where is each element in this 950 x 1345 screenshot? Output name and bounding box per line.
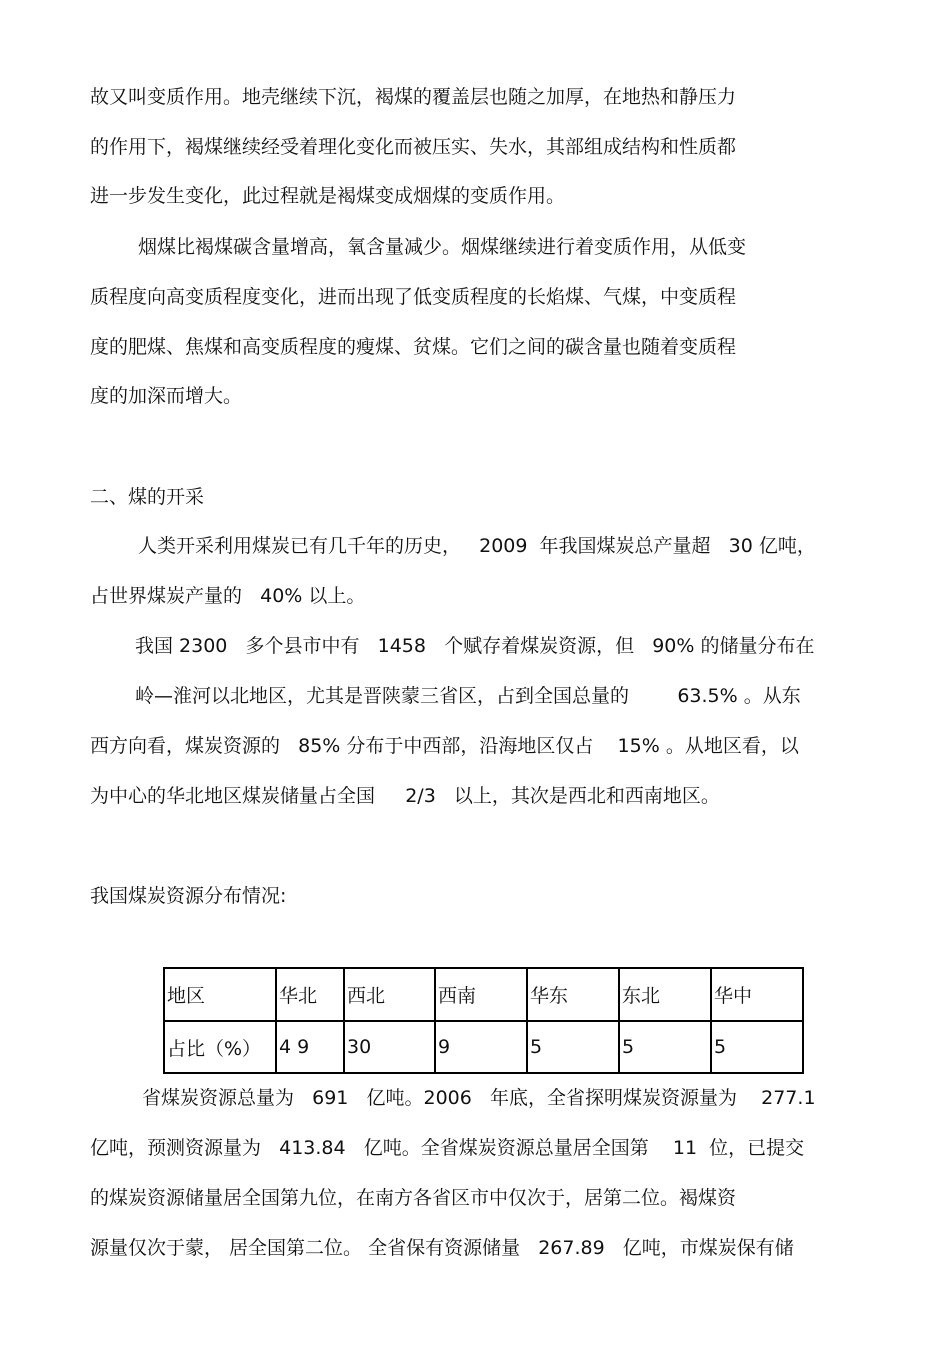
table-header-cell: 西南: [435, 968, 527, 1021]
body-text-line: 的作用下，褐煤继续经受着理化变化而被压实、失水，其部组成结构和性质都: [90, 136, 737, 158]
table-header-cell: 西北: [344, 968, 435, 1021]
table-cell: 30: [344, 1021, 435, 1073]
table-header-cell: 华中: [711, 968, 803, 1021]
table-header-cell: 地区: [164, 968, 276, 1021]
body-text-line: 西方向看，煤炭资源的 85% 分布于中西部，沿海地区仅占 15% 。从地区看，以: [90, 735, 799, 757]
body-text-line: 占世界煤炭产量的 40% 以上。: [90, 585, 366, 607]
body-text-line: 度的肥煤、焦煤和高变质程度的瘦煤、贫煤。它们之间的碳含量也随着变质程: [90, 336, 737, 358]
table-header-cell: 华东: [527, 968, 619, 1021]
body-text-line: 烟煤比褐煤碳含量增高，氧含量减少。烟煤继续进行着变质作用，从低变: [138, 236, 747, 258]
body-text-line: 进一步发生变化，此过程就是褐煤变成烟煤的变质作用。: [90, 185, 566, 207]
body-text-line: 源量仅次于蒙， 居全国第二位。 全省保有资源储量 267.89 亿吨，市煤炭保有储: [90, 1237, 794, 1259]
table-cell: 9: [435, 1021, 527, 1073]
section-heading: 二、煤的开采: [90, 486, 205, 508]
body-text-line: 我国 2300 多个县市中有 1458 个赋存着煤炭资源，但 90% 的储量分布在: [135, 635, 815, 657]
table-caption: 我国煤炭资源分布情况:: [90, 885, 287, 907]
table-row: [164, 1021, 803, 1073]
table-cell: 5: [527, 1021, 619, 1073]
body-text-line: 人类开采利用煤炭已有几千年的历史， 2009 年我国煤炭总产量超 30 亿吨，: [138, 535, 816, 557]
body-text-line: 质程度向高变质程度变化，进而出现了低变质程度的长焰煤、气煤，中变质程: [90, 286, 737, 308]
body-text-line: 故又叫变质作用。地壳继续下沉，褐煤的覆盖层也随之加厚，在地热和静压力: [90, 86, 737, 108]
table-cell: 占比（%）: [164, 1021, 276, 1073]
table-header-row: [164, 968, 803, 1021]
table-cell: 5: [619, 1021, 711, 1073]
table-cell: 5: [711, 1021, 803, 1073]
body-text-line: 省煤炭资源总量为 691 亿吨。2006 年底，全省探明煤炭资源量为 277.1: [142, 1087, 816, 1109]
body-text-line: 度的加深而增大。: [90, 385, 243, 407]
coal-distribution-table: [163, 967, 804, 1074]
table-header-cell: 华北: [276, 968, 344, 1021]
table-cell: 4 9: [276, 1021, 344, 1073]
body-text-line: 亿吨，预测资源量为 413.84 亿吨。全省煤炭资源总量居全国第 11 位，已提交: [90, 1137, 805, 1159]
table-header-cell: 东北: [619, 968, 711, 1021]
body-text-line: 的煤炭资源储量居全国第九位，在南方各省区市中仅次于，居第二位。褐煤资: [90, 1187, 737, 1209]
body-text-line: 岭—淮河以北地区，尤其是晋陕蒙三省区，占到全国总量的 63.5% 。从东: [135, 685, 801, 707]
body-text-line: 为中心的华北地区煤炭储量占全国 2/3 以上，其次是西北和西南地区。: [90, 785, 720, 807]
